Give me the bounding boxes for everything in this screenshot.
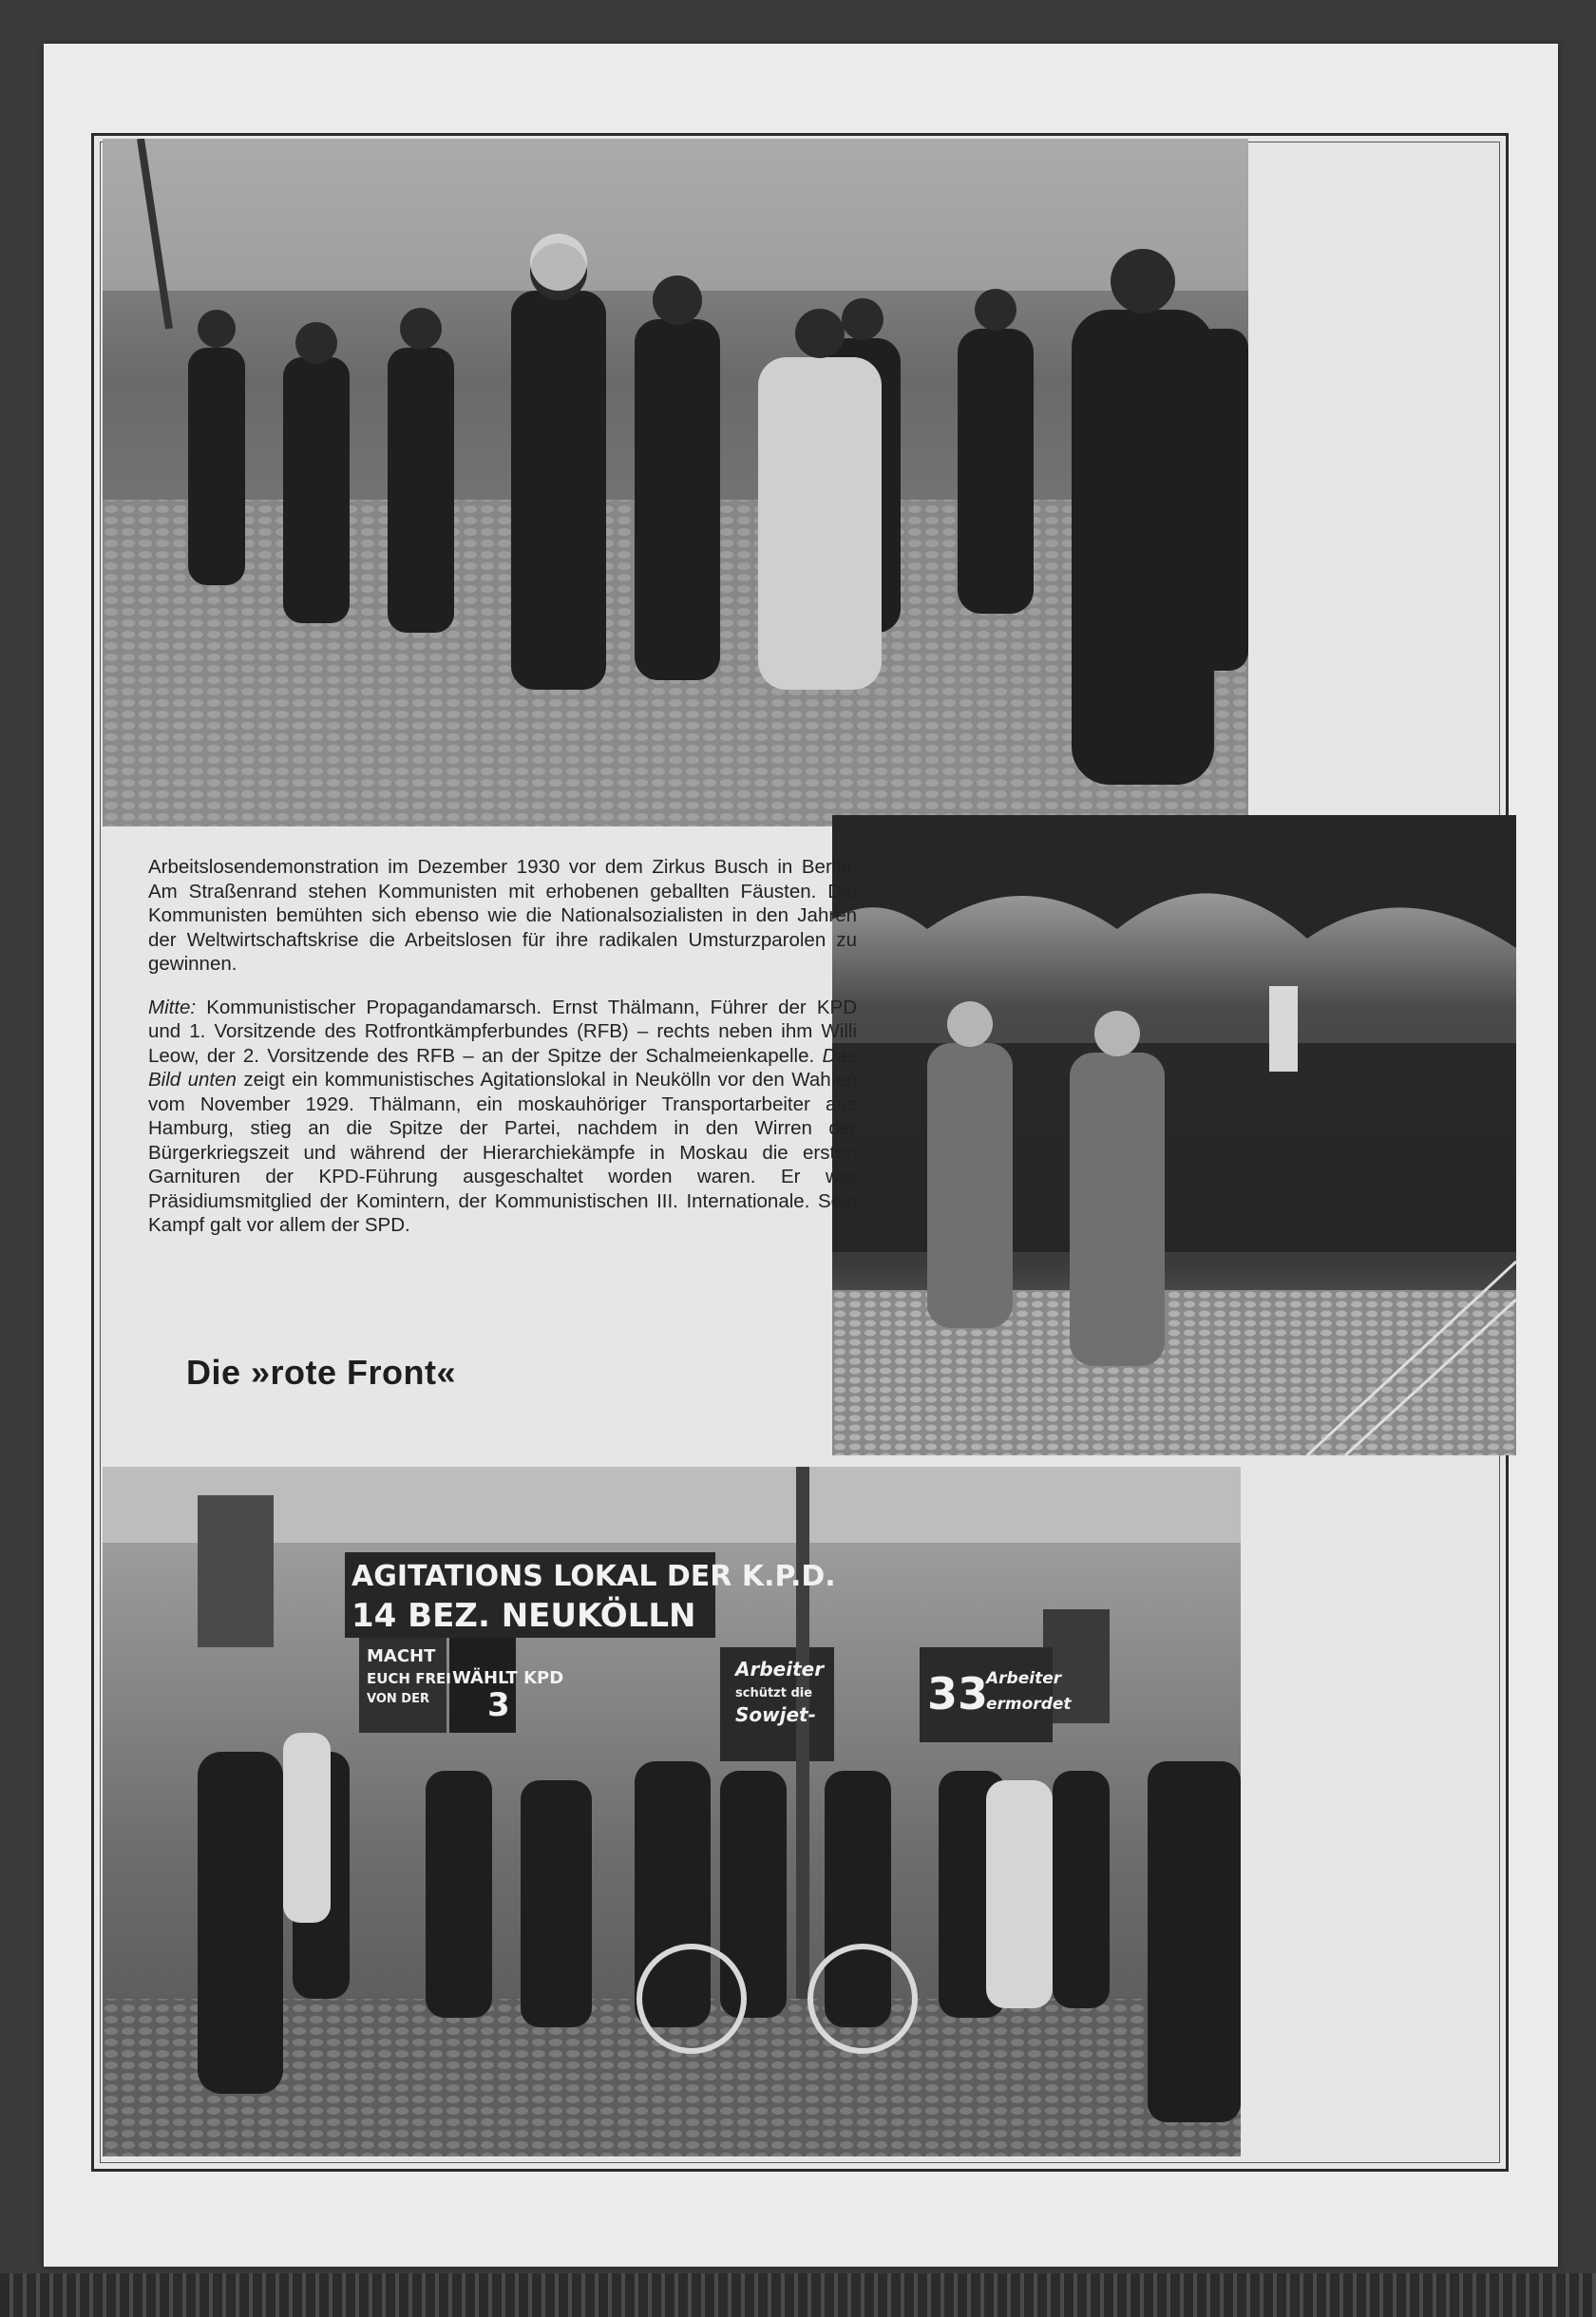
sign-poster-kpd: WÄHLT KPD [452, 1668, 564, 1688]
sign-33-line1: Arbeiter [986, 1669, 1062, 1688]
sign-33-number: 33 [927, 1668, 989, 1719]
album-page [44, 44, 1558, 2267]
sign-arbeiter-3: Sowjet- [735, 1703, 816, 1726]
caption-middle-part2: zeigt ein kommunistisches Agitationslokal in Neukölln vor den Wahlen vom November 1929. Thälmann, ein moskauhöriger Transportarbeiter aus Hamburg, stieg an die Spitze der Partei, nachdem in den Wirren der Bürgerkriegszeit und während der Hierarchiekämpfe in Moskau die ersten Garnituren der KPD-Führung ausgeschaltet worden waren. Er war Präsidiumsmitglied der Komintern, der Kommunistischen III. Internationale. Sein Kampf galt vor allem der SPD. [148, 1069, 858, 1236]
sign-arbeiter-2: schützt die [735, 1686, 813, 1700]
sign-poster-left-1: MACHT [367, 1646, 436, 1666]
sign-banner-line1: AGITATIONS LOKAL DER K.P.D. [352, 1560, 836, 1593]
caption-block [148, 855, 857, 1257]
sign-poster-left-3: VON DER [367, 1692, 429, 1706]
caption-middle [148, 996, 857, 1238]
caption-top: Arbeitslosendemonstration im Dezember 1930 vor dem Zirkus Busch in Berlin. Am Straßenrand stehen Kommunisten mit erhobenen geballten Fäusten. Die Kommunisten bemühten sich ebenso wie die Nationalsozialisten in den Jahren der Weltwirtschaftskrise die Arbeitslosen für ihre radikalen Umsturzparolen zu gewinnen. [148, 856, 857, 975]
sign-arbeiter-1: Arbeiter [735, 1658, 825, 1681]
sign-33-line2: ermordet [986, 1695, 1072, 1714]
photo-propaganda-march-image [832, 815, 1516, 1455]
binder-strip [0, 2273, 1596, 2317]
photo-demonstration-image [103, 139, 1248, 826]
caption-middle-lead2: Das Bild unten [148, 1044, 857, 1091]
sign-poster-left-2: EUCH FREI [367, 1670, 451, 1687]
page-headline: Die »rote Front« [186, 1353, 457, 1392]
photo-agitation-office-image [103, 1467, 1241, 2156]
photo-demonstration [103, 139, 1248, 826]
caption-middle-lead: Mitte: [148, 996, 197, 1018]
caption-middle-part1: Kommunistischer Propagandamarsch. Ernst Thälmann, Führer der KPD und 1. Vorsitzende des Rotfrontkämpferbundes (RFB) – rechts neben ihm Willi Leow, der 2. Vorsitzende des RFB – an der Spitze der Schalmeienkapelle. [148, 996, 857, 1067]
photo-propaganda-march [832, 815, 1516, 1455]
sign-poster-list: 3 [487, 1686, 510, 1724]
photo-agitation-office [103, 1467, 1241, 2156]
sign-banner-line2: 14 BEZ. NEUKÖLLN [352, 1597, 696, 1635]
